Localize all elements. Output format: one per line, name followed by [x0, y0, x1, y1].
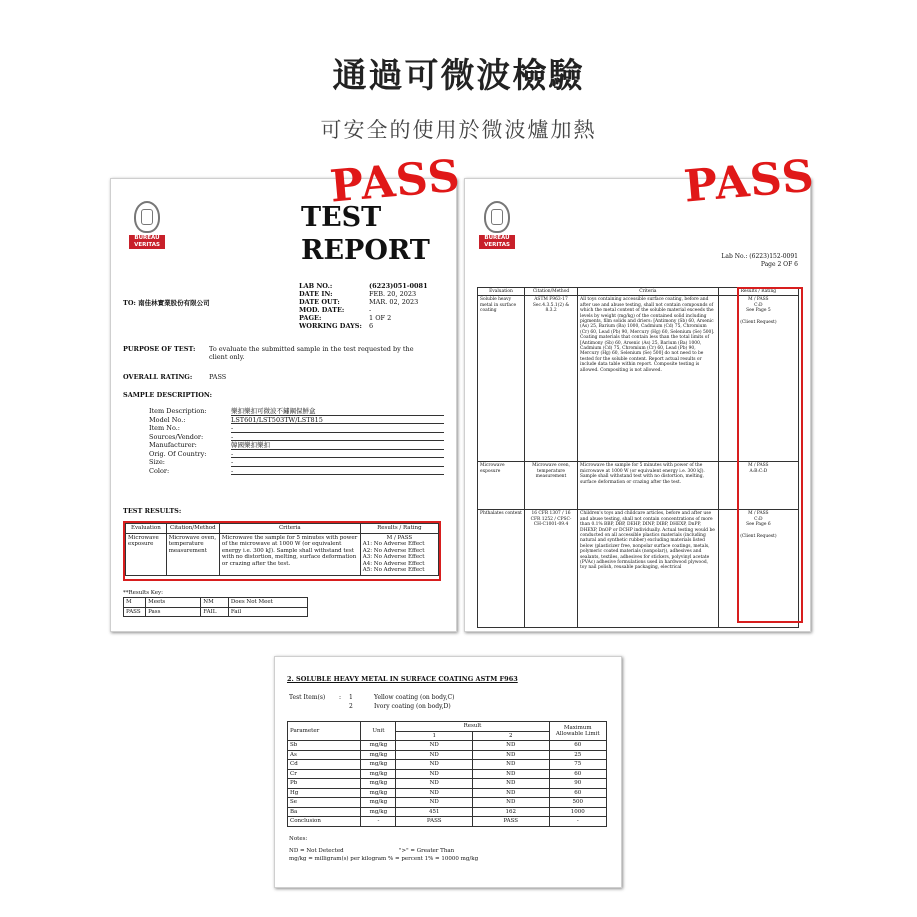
results-key-table — [123, 597, 308, 617]
table-cell: FAIL — [201, 607, 229, 617]
report-title-line-1: TEST — [301, 202, 382, 233]
table-cell: mg/kg — [361, 750, 396, 760]
table-cell: 25 — [549, 750, 606, 760]
table-cell: PASS — [124, 607, 146, 617]
sample-field-label: Manufacturer: — [149, 441, 197, 449]
table-row — [288, 750, 607, 760]
column-header: Evaluation — [126, 524, 167, 534]
column-header: Citation/Method — [166, 524, 219, 534]
table-cell: Microwave the sample for 5 minutes with power of the microwave at 1000 W (or equivalent energy i.e. 300 kJ). Sample shall withstand test with no distortion, melting, surface deformation or crazing after the test. — [578, 462, 719, 510]
table-cell: mg/kg — [361, 741, 396, 751]
result-line: (Client Request) — [740, 319, 777, 325]
page-subtitle: 可安全的使用於微波爐加熱 — [320, 118, 597, 142]
table-header-row — [126, 524, 439, 534]
lab-no-value: (6223)051-0081 — [369, 282, 428, 290]
notes — [289, 835, 478, 863]
table-cell: Soluble heavy metal in surface coating — [478, 296, 525, 462]
report-meta — [299, 282, 449, 330]
section-heading: 2. SOLUBLE HEAVY METAL IN SURFACE COATING ASTM F963 — [287, 675, 518, 683]
recipient: TO: 南佳林實業股份有限公司 — [123, 299, 210, 307]
column-header: Unit — [361, 722, 396, 741]
column-header: Criteria — [219, 524, 360, 534]
test-results-box — [123, 521, 441, 581]
table-cell: Se — [288, 798, 361, 808]
result-line: M / PASS — [748, 297, 769, 303]
table-cell: Cr — [288, 769, 361, 779]
logo-band: BUREAU VERITAS — [479, 235, 515, 249]
sample-field-value: 樂扣樂扣可微波不鏽鋼保鮮盒 — [231, 407, 444, 416]
table-cell: 60 — [549, 741, 606, 751]
column-header: Results / Rating — [360, 524, 438, 534]
test-items — [289, 693, 454, 711]
rating-line: A5: No Adverse Effect — [362, 567, 425, 573]
table-cell: 500 — [549, 798, 606, 808]
table-cell: ND — [396, 788, 473, 798]
logo-band: BUREAU VERITAS — [129, 235, 165, 249]
table-cell: Pass — [146, 607, 201, 617]
working-days-value: 6 — [369, 322, 374, 330]
column-header: Criteria — [578, 288, 719, 296]
sample-fields — [149, 407, 444, 475]
column-header: Citation/Method — [525, 288, 578, 296]
rating-line: A1: No Adverse Effect — [362, 541, 425, 547]
purpose-label: PURPOSE OF TEST: — [123, 345, 196, 353]
page-value: 1 OF 2 — [369, 314, 392, 322]
result-line: C:D — [754, 516, 763, 522]
page-title: 通過可微波檢驗 — [332, 56, 585, 96]
report-big-title — [301, 201, 430, 267]
result-line: M / PASS — [748, 463, 769, 469]
sample-field-value: LST601/LST503TW/LST815 — [231, 416, 444, 425]
rating-cell — [360, 533, 438, 575]
table-cell: Hg — [288, 788, 361, 798]
table-cell: Phthalates content — [478, 510, 525, 628]
table-cell: 90 — [549, 779, 606, 789]
note-line — [289, 847, 478, 855]
sample-field-value: - — [231, 458, 444, 467]
pass-stamp: PASS — [682, 150, 817, 213]
table-cell: As — [288, 750, 361, 760]
sample-field-label: Item No.: — [149, 424, 180, 432]
table-cell: Pb — [288, 779, 361, 789]
table-cell: ND — [396, 769, 473, 779]
table-row — [288, 817, 607, 827]
table-cell: mg/kg — [361, 807, 396, 817]
table-cell: 1000 — [549, 807, 606, 817]
table-row — [124, 598, 308, 608]
sample-description-label: SAMPLE DESCRIPTION: — [123, 391, 213, 399]
table-row — [288, 769, 607, 779]
table-cell: ND — [472, 798, 549, 808]
result-line: See Page 6 — [746, 522, 771, 528]
note-line: mg/kg = milligram(s) per kilogram % = percent 1% = 10000 mg/kg — [289, 856, 479, 862]
table-header-row — [288, 722, 607, 732]
table-cell: 451 — [396, 807, 473, 817]
date-out-value: MAR. 02, 2023 — [369, 298, 419, 306]
test-item-number: 1 — [349, 694, 353, 701]
table-cell: Microwave the sample for 5 minutes with power of the microwave at 1000 W (or equivalent energy i.e. 300 kJ). Sample shall withstand test with no distortion, melting, surface deformation or crazing after the test. — [219, 533, 360, 575]
sample-field — [149, 458, 444, 467]
test-item-number: 2 — [349, 703, 353, 710]
result-line: A:B:C:D — [749, 468, 768, 474]
test-item — [289, 702, 454, 711]
table-cell: ND — [396, 750, 473, 760]
table-cell: mg/kg — [361, 760, 396, 770]
sample-field-label: Orig. Of Country: — [149, 449, 207, 458]
column-header: Parameter — [288, 722, 361, 741]
result-line: See Page 5 — [746, 308, 771, 314]
sample-field-value: - — [231, 450, 444, 459]
table-row — [288, 779, 607, 789]
test-report-page-1 — [110, 178, 457, 632]
column-header: Evaluation — [478, 288, 525, 296]
table-row — [288, 807, 607, 817]
table-cell: All toys containing accessible surface coating, before and after use and abuse testing, shall not contain compounds of which the metal content of the soluble material exceeds the levels by weight (mg/kg) of the contained solid including pigments, film solids and driers: [Antimony (Sb) 60, Arsenic (As) 25, Barium (Ba) 1000, Cadmium (Cd) 75, Chromium (Cr) 60, Lead (Pb) 90, Mercury (Hg) 60, Selenium (Se) 500]. Coating materials that contain less than the total limits of [Antimony (Sb) 60, Arsenic (As) 25, Barium (Ba) 1000, Cadmium (Cd) 75, Chromium (Cr) 60, Lead (Pb) 90, Mercury (Hg) 60, Selenium (Se) 500] do not need to be tested for the soluble content. Report actual results or include data table within report. Composite testing is allowed. Compositing is not allowed. — [578, 296, 719, 462]
sample-field-label: Size: — [149, 458, 165, 466]
table-cell: Ba — [288, 807, 361, 817]
table-cell: Microwave exposure — [478, 462, 525, 510]
page-label: PAGE: — [299, 314, 322, 322]
table-cell: ND — [396, 779, 473, 789]
note-text: ND = Not Detected — [289, 848, 344, 854]
column-header: Result — [396, 722, 549, 732]
report-title-line-2: REPORT — [301, 235, 430, 266]
sample-field-label: Sources/Vendor: — [149, 432, 204, 441]
date-out-label: DATE OUT: — [299, 298, 340, 306]
rating-line: A2: No Adverse Effect — [362, 547, 425, 554]
table-cell: mg/kg — [361, 779, 396, 789]
test-report-page-2 — [464, 178, 811, 632]
overall-rating-row — [123, 373, 226, 381]
lab-no-line: Lab No.: (6223)152-0091 — [721, 253, 798, 260]
column-header: Results / Rating — [718, 288, 798, 296]
table-cell: ND — [472, 779, 549, 789]
pass-stamp: PASS — [328, 150, 463, 213]
table-cell: NM — [201, 598, 229, 608]
test-items-label: Test Item(s) — [289, 694, 326, 701]
date-in-value: FEB. 20, 2023 — [369, 290, 417, 298]
table-row — [124, 607, 308, 617]
sample-field-label: Item Description: — [149, 407, 207, 415]
sample-field — [149, 450, 444, 459]
purpose-text: To evaluate the submitted sample in the test requested by the client only. — [209, 345, 414, 361]
test-item: Test Item(s) : 1 Yellow coating (on body,C) — [289, 694, 455, 701]
column-header: Maximum Allowable Limit — [549, 722, 606, 741]
test-results-label: TEST RESULTS: — [123, 507, 182, 515]
test-item-description: Yellow coating (on body,C) — [374, 694, 455, 701]
table-row — [288, 760, 607, 770]
results-key-label: **Results Key: — [123, 590, 163, 596]
table-cell: ND — [396, 741, 473, 751]
table-cell: Conclusion — [288, 817, 361, 827]
table-cell: 162 — [472, 807, 549, 817]
table-cell: ASTM F963-17 Sec.4.3.5.1(2) & 8.3.2 — [525, 296, 578, 462]
lab-no-label: LAB NO.: — [299, 282, 333, 290]
bureau-veritas-logo — [479, 201, 515, 249]
result-line: M / PASS — [748, 511, 769, 517]
sample-field — [149, 441, 444, 450]
rating-line: A4: No Adverse Effect — [362, 560, 425, 567]
table-cell: - — [549, 817, 606, 827]
seal-icon — [484, 201, 510, 233]
table-cell: Does Not Meet — [228, 598, 307, 608]
sample-field-value: - — [231, 424, 444, 433]
table-cell: Microwave oven, temperature measurement — [166, 533, 219, 575]
test-item-description: Ivory coating (on body,D) — [374, 703, 451, 710]
sample-field — [149, 424, 444, 433]
sample-field — [149, 433, 444, 442]
table-cell: ND — [472, 741, 549, 751]
table-cell: Cd — [288, 760, 361, 770]
table-cell: ND — [472, 750, 549, 760]
table-cell: M — [124, 598, 146, 608]
result-line: (Client Request) — [740, 533, 777, 539]
column-header: 1 — [396, 731, 473, 741]
sample-field-value: - — [231, 433, 444, 442]
table-cell: - — [361, 817, 396, 827]
table-cell: mg/kg — [361, 788, 396, 798]
table-cell: Meets — [146, 598, 201, 608]
sample-field-label: Color: — [149, 466, 170, 475]
mod-date-label: MOD. DATE: — [299, 306, 345, 314]
table-cell: Children's toys and childcare articles, before and after use and abuse testing, shall not contain concentrations of more than 0.1% BBP, DBP, DEHP, DINP, DIBP, DHEXP, DnPP, DHEXP, DnOP or DCHP individually. Actual testing would be conducted on all accessible plastics materials (including natural and synthetic rubber) excluding materials listed below (plasticizer free, nonpolar surface coatings, metals, polymeric coated materials (nonpolar)), adhesives and sealants, textiles, adhesives for stickers, polyvinyl acetate (PVAc) adhesive formulations used in hardwood plywood, toy nail polish, reusable packaging, electrical — [578, 510, 719, 628]
rating-line: M / PASS — [386, 534, 413, 541]
overall-rating-label: OVERALL RATING: — [123, 373, 193, 381]
table-row — [288, 798, 607, 808]
sample-field — [149, 407, 444, 416]
notes-label: Notes: — [289, 836, 308, 842]
note-text: ">" = Greater Than — [399, 848, 455, 854]
table-row — [288, 741, 607, 751]
table-cell: PASS — [472, 817, 549, 827]
bureau-veritas-logo — [129, 201, 165, 249]
table-cell: mg/kg — [361, 798, 396, 808]
sample-field-label: Model No.: — [149, 415, 186, 424]
results-highlight-box — [737, 287, 803, 623]
purpose-row — [123, 345, 445, 361]
heavy-metal-test-table-page — [274, 656, 622, 888]
table-cell: ND — [396, 760, 473, 770]
table-cell: ND — [396, 798, 473, 808]
heavy-metal-table — [287, 721, 607, 827]
table-cell: 16 CFR 1307 / 16 CFR 1252 / CPSC-CH-C1001-09.4 — [525, 510, 578, 628]
seal-icon — [134, 201, 160, 233]
table-cell: mg/kg — [361, 769, 396, 779]
table-cell: ND — [472, 760, 549, 770]
test-results-table — [125, 523, 439, 576]
working-days-label: WORKING DAYS: — [299, 322, 362, 330]
table-cell: Fail — [228, 607, 307, 617]
table-cell: ND — [472, 769, 549, 779]
sample-field-value: - — [231, 467, 444, 476]
sample-field — [149, 416, 444, 425]
table-row — [288, 788, 607, 798]
rating-line: A3: No Adverse Effect — [362, 554, 425, 560]
result-line: C:D — [754, 302, 763, 308]
table-cell: 60 — [549, 788, 606, 798]
mod-date-value: - — [369, 306, 372, 314]
table-cell: 75 — [549, 760, 606, 770]
table-cell: Microwave exposure — [126, 533, 167, 575]
table-cell: PASS — [396, 817, 473, 827]
page-number: Page 2 OF 6 — [760, 261, 798, 268]
table-cell: 60 — [549, 769, 606, 779]
table-cell: Sb — [288, 741, 361, 751]
table-cell: Microwave oven, temperature measurement — [525, 462, 578, 510]
sample-field — [149, 467, 444, 476]
date-in-label: DATE IN: — [299, 290, 333, 298]
table-row — [126, 533, 439, 575]
table-cell: ND — [472, 788, 549, 798]
column-header: 2 — [472, 731, 549, 741]
sample-field-value: 韓國樂扣樂扣 — [231, 441, 444, 450]
overall-rating-value: PASS — [209, 373, 227, 381]
